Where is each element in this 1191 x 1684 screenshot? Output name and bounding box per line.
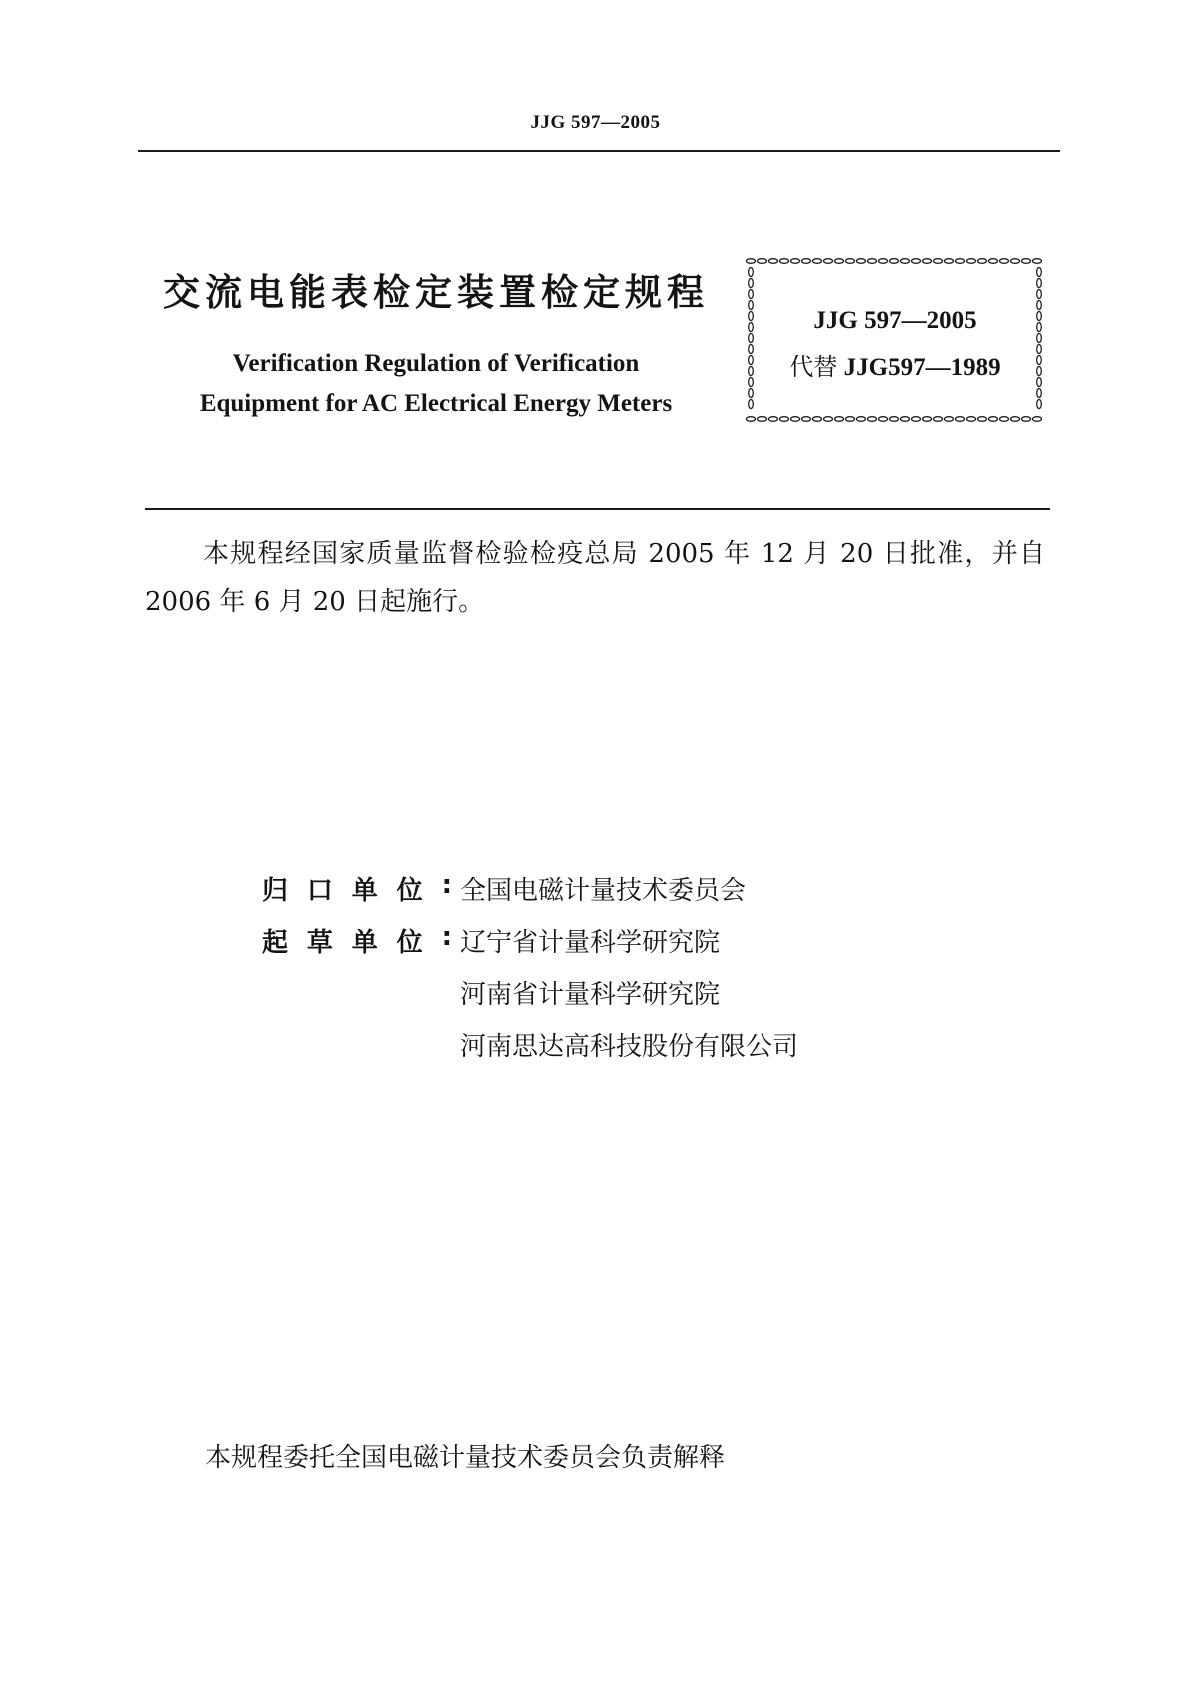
title-chinese: 交流电能表检定装置检定规程 <box>163 271 709 314</box>
chain-border <box>745 255 1045 425</box>
label-char: : <box>441 870 452 900</box>
approval-paragraph <box>145 530 1045 626</box>
replaces-prefix: 代替 <box>789 353 838 381</box>
title-english-line1: Verification Regulation of Verification <box>232 350 640 377</box>
title-english-line2: Equipment for AC Electrical Energy Meters <box>199 390 673 417</box>
approval-text: 本规程经国家质量监督检验检疫总局 2005 年 12 月 20 日批准，并自 2006 年 6 月 20 日起施行。 <box>145 539 1045 617</box>
replaces-line <box>745 347 1045 382</box>
label-char: 草 <box>306 928 333 958</box>
label-char: : <box>441 922 452 952</box>
title-rule <box>145 508 1050 510</box>
running-head: JJG 597—2005 <box>530 112 661 133</box>
label-char: 归 <box>262 876 289 906</box>
drafting-unit-1: 辽宁省计量科学研究院 <box>460 928 721 958</box>
drafting-label <box>262 922 452 959</box>
drafting-unit-row-2 <box>460 974 720 1011</box>
label-char: 单 <box>351 876 378 906</box>
code-box <box>745 255 1045 425</box>
drafting-unit-row <box>262 922 720 959</box>
responsible-label <box>262 870 452 907</box>
label-char: 位 <box>396 928 423 958</box>
standard-code: JJG 597—2005 <box>813 307 977 334</box>
drafting-unit-2: 河南省计量科学研究院 <box>460 980 721 1010</box>
drafting-unit-3: 河南思达高科技股份有限公司 <box>460 1032 799 1062</box>
drafting-unit-row-3 <box>460 1026 798 1063</box>
responsible-unit-row <box>262 870 746 907</box>
header-rule <box>138 150 1060 152</box>
interpretation-note: 本规程委托全国电磁计量技术委员会负责解释 <box>205 1443 726 1473</box>
label-char: 口 <box>306 876 333 906</box>
label-char: 单 <box>351 928 378 958</box>
replaces-code: JJG597—1989 <box>843 354 1001 381</box>
responsible-unit: 全国电磁计量技术委员会 <box>460 876 747 906</box>
label-char: 起 <box>262 928 289 958</box>
label-char: 位 <box>396 876 423 906</box>
